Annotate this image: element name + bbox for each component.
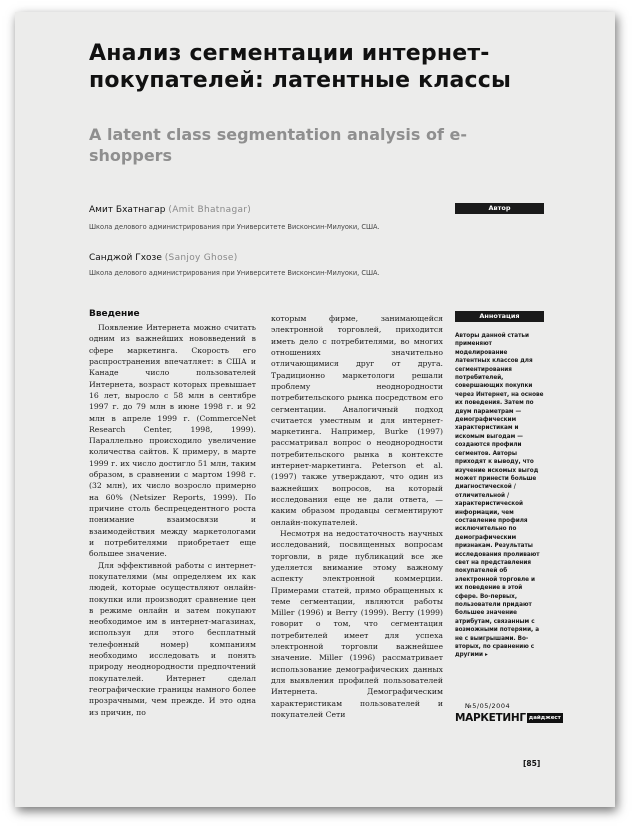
author-1-latin-name: (Amit Bhatnagar) <box>168 205 252 215</box>
author-tag: Автор <box>455 203 544 214</box>
annotation-text: Авторы данной статьи применяют моделирование латентных классов для сегментирования потребителей, совершающих покупки через Интернет, на основе их поведения. Затем по двум параметрам — демографическим характеристикам и искомым выгодам — создаются профили сегментов. Авторы приходят к выводу, что изучение искомых выгод может принести больше диагностической / отличительной / характеристической информации, чем составление профиля исключительно по демографическим признакам. Результаты исследования проливают свет на представления покупателей об электронной торговле и их поведение в этой сфере. Во-первых, пользователи придают большее значение атрибутам, связанным с возможными потерями, а не с выигрышами. Во-вторых, по сравнению с другими ▸ <box>455 333 544 659</box>
issue-number: №5/05/2004 <box>465 702 511 710</box>
author-2-latin-name: (Sanjoy Ghose) <box>164 253 238 263</box>
paragraph: Для эффективной работы с интернет-покупателями (мы определяем их как людей, которые осуществляют онлайн-покупки или производят сравнение цен в режиме онлайн и затем покупают необходимое им в интернет-магазинах, используя для этого бесплатный телефонный номер) компаниям необходимо исследовать и понять природу неоднородности предпочтений покупателей. Интернет сделал географические границы намного более прозрачными, чем прежде. И это одна из причин, по <box>89 560 256 717</box>
section-heading: Введение <box>89 309 140 319</box>
author-2-affiliation: Школа делового администрирования при Университете Висконсин-Милуоки, США. <box>89 269 380 277</box>
paragraph: которым фирме, занимающейся электронной торговлей, приходится иметь дело с потребителями, во многих отношениях значительно отличающимися друг от друга. Традиционно маркетологи решали проблему неоднородности потребительского рынка посредством его сегментации. Аналогичный подход считается уместным и для интернет-маркетинга. Например, Burke (1997) рассматривал вопрос о неоднородности потребительского рынка в контексте интернет-маркетинга. Peterson et al. (1997) также утверждают, что один из важнейших вопросов, на который исследования еще не дали ответа, — каким образом продавцы сегментируют онлайн-покупателей. <box>271 314 443 527</box>
body-column-2 <box>271 313 443 720</box>
magazine-badge: дайджест <box>528 715 561 721</box>
author-1-affiliation: Школа делового администрирования при Университете Висконсин-Милуоки, США. <box>89 223 380 231</box>
article-title-ru: Анализ сегментации интернет-покупателей: латентные классы <box>89 41 512 93</box>
article-title-en: A latent class segmentation analysis of e-shoppers <box>89 125 468 165</box>
author-2-name: Санджой Гхозе <box>89 253 162 263</box>
author-1-name: Амит Бхатнагар <box>89 205 166 215</box>
magazine-name: МАРКЕТИНГ <box>455 712 526 724</box>
paragraph: Несмотря на недостаточность научных исследований, посвященных вопросам торговли, в ряде публикаций все же уделяется внимание этому важному аспекту электронной коммерции. Примерами статей, прямо обращенных к теме сегментации, являются работы Miller (1996) и Berry (1999). Berry (1999) говорит о том, что сегментация потребителей имеет для успеха электронной торговли важнейшее значение. Miller (1996) рассматривает использование демографических данных для выявления профилей пользователей Интернета. Демографическим характеристикам пользователей и покупателей Сети <box>271 528 443 719</box>
author-1 <box>89 205 251 215</box>
author-2 <box>89 253 238 263</box>
annotation-tag: Аннотация <box>455 311 544 322</box>
body-column-1 <box>89 322 256 718</box>
paragraph: Появление Интернета можно считать одним из важнейших нововведений в сфере маркетинга. Скорость его распространения впечатляет: в США и Канаде число пользователей Интернета, возраст которых превышает 16 лет, выросло с 58 млн в сентябре 1997 г. до 79 млн в июне 1998 г. и 92 млн в апреле 1999 г. (CommerceNet Research Center, 1998, 1999). Параллельно происходило увеличение количества сайтов. К примеру, в марте 1999 г. их число достигло 51 млн, таким образом, в сравнении с мартом 1998 г. (32 млн), их число возросло примерно на 60% (Netsizer Reports, 1999). По причине столь беспрецедентного роста понимание взаимосвязи и взаимодействия между маркетологами и потребителями приобретает еще большее значение. <box>89 323 256 559</box>
page-number: [85] <box>523 759 541 768</box>
document-page <box>15 12 615 807</box>
magazine-logo <box>455 711 563 725</box>
